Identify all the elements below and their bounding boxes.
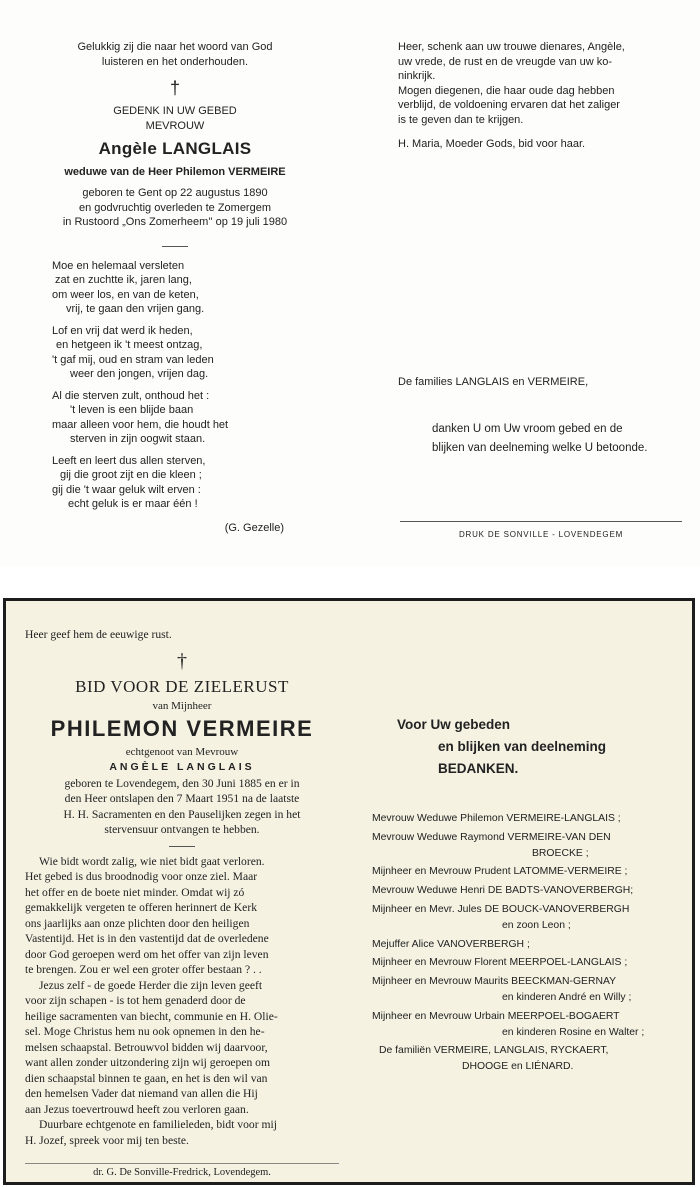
meditation-paragraph — [25, 978, 339, 1118]
deceased-name: PHILEMON VERMEIRE — [50, 715, 314, 741]
card1-right-page — [398, 40, 688, 152]
poem-line: echt geluk is er maar één ! — [68, 498, 198, 510]
family-entry — [372, 811, 687, 827]
bio-block — [40, 186, 310, 230]
spouse-name: ANGÈLE LANGLAIS — [109, 760, 255, 773]
prayer-line: verblijd, de voldoening ervaren dat het zaliger — [398, 99, 620, 111]
poem-line: en hetgeen ik 't meest ontzag, — [56, 339, 203, 351]
family-entry — [372, 883, 687, 899]
printer-mark: dr. G. De Sonville-Fredrick, Lovendegem. — [93, 1167, 271, 1178]
card1-left-page — [40, 40, 310, 535]
poem-line: om weer los, en van de keten, — [52, 288, 199, 301]
deceased-name: Angèle LANGLAIS — [98, 139, 252, 158]
bio-line: stervensuur ontvangen te hebben. — [104, 823, 260, 836]
family-line: BROECKE ; — [532, 847, 589, 859]
text-line: Vastentijd. Het is in den vastentijd dat de overledene — [25, 932, 269, 945]
meditation-paragraph — [25, 854, 339, 978]
maria-invocation: H. Maria, Moeder Gods, bid voor haar. — [398, 138, 586, 150]
family-line: Mijnheer en Mevrouw Urbain MEERPOEL-BOGAERT — [372, 1010, 620, 1022]
rest-line: Heer geef hem de eeuwige rust. — [25, 628, 172, 641]
poem-line: 't leven is een blijde baan — [70, 404, 194, 416]
text-line: heilige sacramenten van biecht, communie en H. Olie- — [25, 1009, 278, 1023]
poem-line: 't gaf mij, oud en stram van leden — [52, 353, 214, 366]
van-label: van Mijnheer — [152, 699, 212, 712]
poem-line: Moe en helemaal versleten — [52, 259, 185, 272]
family-line: Mevrouw Weduwe Philemon VERMEIRE-LANGLAIS ; — [372, 813, 621, 824]
spouse-of-label: echtgenoot van Mevrouw — [125, 745, 239, 758]
text-line: want allen zonder uitzondering zijn wij geroepen om — [25, 1056, 270, 1069]
prayer-line: Heer, schenk aan uw trouwe dienares, Angèle, — [398, 41, 625, 53]
thanks-line: en blijken van deelneming — [438, 739, 607, 754]
bio-block — [25, 776, 339, 838]
text-line: het offer en de boete niet minder. Omdat wij zó — [25, 885, 245, 899]
meditation-paragraph — [25, 1117, 339, 1148]
text-line: Jezus zelf - de goede Herder die zijn leven geeft — [39, 978, 263, 992]
card2-right-page — [397, 714, 687, 780]
prayer-line: Mogen diegenen, die haar oude dag hebben — [398, 84, 615, 97]
family-entry — [372, 955, 687, 971]
poem-stanza — [40, 389, 310, 447]
poem-line: weer den jongen, vrijen dag. — [70, 368, 209, 380]
text-line: te brengen. Zou er wel een groter offer bestaan ? . . — [25, 963, 262, 976]
cross-icon: † — [169, 78, 180, 98]
poem-line: vrij, te gaan den vrijen gang. — [66, 303, 205, 315]
text-line: Het gebed is dus broodnodig voor onze ziel. Maar — [25, 870, 258, 883]
poem-stanza — [40, 259, 310, 317]
family-line: Mijnheer en Mevrouw Florent MEERPOEL-LANGLAIS ; — [372, 957, 628, 969]
family-entry — [372, 937, 687, 953]
poem — [40, 259, 310, 512]
prayer-line: is te geven dan te krijgen. — [398, 113, 524, 126]
bio-line: H. H. Sacramenten en den Pauselijken zegen in het — [63, 807, 301, 821]
text-line: ons jaarlijks aan onze plichten door den heiligen — [25, 916, 250, 930]
family-entry — [372, 974, 687, 1006]
printer-mark: DRUK DE SONVILLE - LOVENDEGEM — [458, 530, 624, 539]
family-line: De familiën VERMEIRE, LANGLAIS, RYCKAERT, — [379, 1045, 609, 1057]
text-line: sel. Moge Christus hem nu ook opnemen in den he- — [25, 1025, 265, 1038]
family-entry — [372, 1043, 687, 1075]
text-line: den hemelsen Vader dat niemand van allen die Hij — [25, 1087, 258, 1100]
poem-line: gij die 't waar geluk wilt erven : — [52, 483, 201, 496]
poem-line: sterven in zijn oogwit staan. — [70, 433, 206, 445]
family-entry — [372, 864, 687, 880]
text-line: aan Jezus toevertrouwd heeft zou verloren gaan. — [25, 1102, 249, 1116]
family-line: Mevrouw Weduwe Henri DE BADTS-VANOVERBERGH; — [372, 885, 634, 897]
family-line: Mijnheer en Mevr. Jules DE BOUCK-VANOVERBERGH — [372, 903, 630, 915]
poem-stanza — [40, 324, 310, 382]
bio-line: geboren te Lovendegem, den 30 Juni 1885 en er in — [64, 776, 300, 790]
divider — [169, 846, 195, 847]
cross-icon: † — [177, 649, 187, 672]
family-line: Mevrouw Weduwe Raymond VERMEIRE-VAN DEN — [372, 831, 611, 843]
poem-attribution: (G. Gezelle) — [224, 521, 284, 534]
bio-line: en godvruchtig overleden te Zomergem — [79, 201, 271, 214]
thanks-line: BEDANKEN. — [438, 761, 519, 776]
text-line: gemakkelijk vergeten te offeren herinnert de Kerk — [25, 901, 257, 914]
opening-verse-line: luisteren en het onderhouden. — [101, 55, 249, 68]
poem-line: maar alleen voor hem, die houdt het — [52, 418, 229, 431]
prayer-line: uw vrede, de rust en de vreugde van uw ko- — [398, 55, 613, 68]
memorial-card-philemon — [3, 598, 695, 1185]
poem-line: Lof en vrij dat werd ik heden, — [52, 324, 193, 337]
bid-heading: BID VOOR DE ZIELERUST — [75, 676, 289, 696]
family-line: Mejuffer Alice VANOVERBERGH ; — [372, 938, 530, 950]
family-line: en kinderen Rosine en Walter ; — [502, 1026, 645, 1038]
family-line: DHOOGE en LIÉNARD. — [462, 1061, 574, 1073]
printer-divider — [400, 521, 682, 522]
family-line: Mijnheer en Mevrouw Maurits BEECKMAN-GERNAY — [372, 976, 617, 988]
widow-of-line: weduwe van de Heer Philemon VERMEIRE — [64, 166, 286, 178]
families-line: De families LANGLAIS en VERMEIRE, — [398, 376, 589, 388]
prayer-line: ninkrijk. — [398, 70, 436, 82]
family-list — [372, 811, 687, 1078]
text-line: H. Jozef, spreek voor mij ten beste. — [25, 1133, 189, 1147]
opening-verse-line: Gelukkig zij die naar het woord van God — [77, 41, 273, 53]
bio-line: in Rustoord „Ons Zomerheem'' op 19 juli 1980 — [62, 216, 288, 228]
text-line: voor zijn schapen - is tot hem genaderd door de — [25, 994, 246, 1007]
thanks-line: danken U om Uw vroom gebed en de — [432, 423, 623, 435]
card2-left-page — [25, 627, 339, 1148]
family-entry — [372, 1009, 687, 1041]
family-entry — [372, 830, 687, 862]
poem-line: Al die sterven zult, onthoud het : — [52, 389, 210, 402]
text-line: Wie bidt wordt zalig, wie niet bidt gaat verloren. — [39, 854, 265, 868]
thanks-line: blijken van deelneming welke U betoonde. — [432, 442, 648, 454]
thanks-line: Voor Uw gebeden — [397, 717, 511, 732]
bio-line: geboren te Gent op 22 augustus 1890 — [82, 187, 268, 199]
family-entry — [372, 902, 687, 934]
memorial-card-angele — [0, 0, 700, 566]
text-line: door God geroepen werd om het offer van zijn leven — [25, 947, 269, 961]
family-line: en zoon Leon ; — [502, 919, 571, 931]
bio-line: den Heer ontslapen den 7 Maart 1951 na de laatste — [64, 792, 300, 805]
text-line: melsen schaapstal. Betrouwvol bidden wij daarvoor, — [25, 1040, 268, 1054]
poem-stanza — [40, 454, 310, 512]
poem-line: gij die groot zijt en die kleen ; — [60, 469, 202, 481]
printer-divider — [25, 1163, 339, 1164]
family-line: en kinderen André en Willy ; — [502, 991, 632, 1003]
mevrouw-label: MEVROUW — [145, 119, 205, 132]
poem-line: zat en zuchtte ik, jaren lang, — [55, 274, 192, 286]
gedenk-heading: GEDENK IN UW GEBED — [113, 105, 237, 117]
text-line: dien schaapstal binnen te gaan, en het is den wil van — [25, 1071, 268, 1085]
family-line: Mijnheer en Mevrouw Prudent LATOMME-VERMEIRE ; — [372, 866, 628, 878]
divider — [162, 246, 188, 247]
text-line: Duurbare echtgenote en familieleden, bidt voor mij — [39, 1118, 277, 1131]
poem-line: Leeft en leert dus allen sterven, — [52, 454, 206, 467]
